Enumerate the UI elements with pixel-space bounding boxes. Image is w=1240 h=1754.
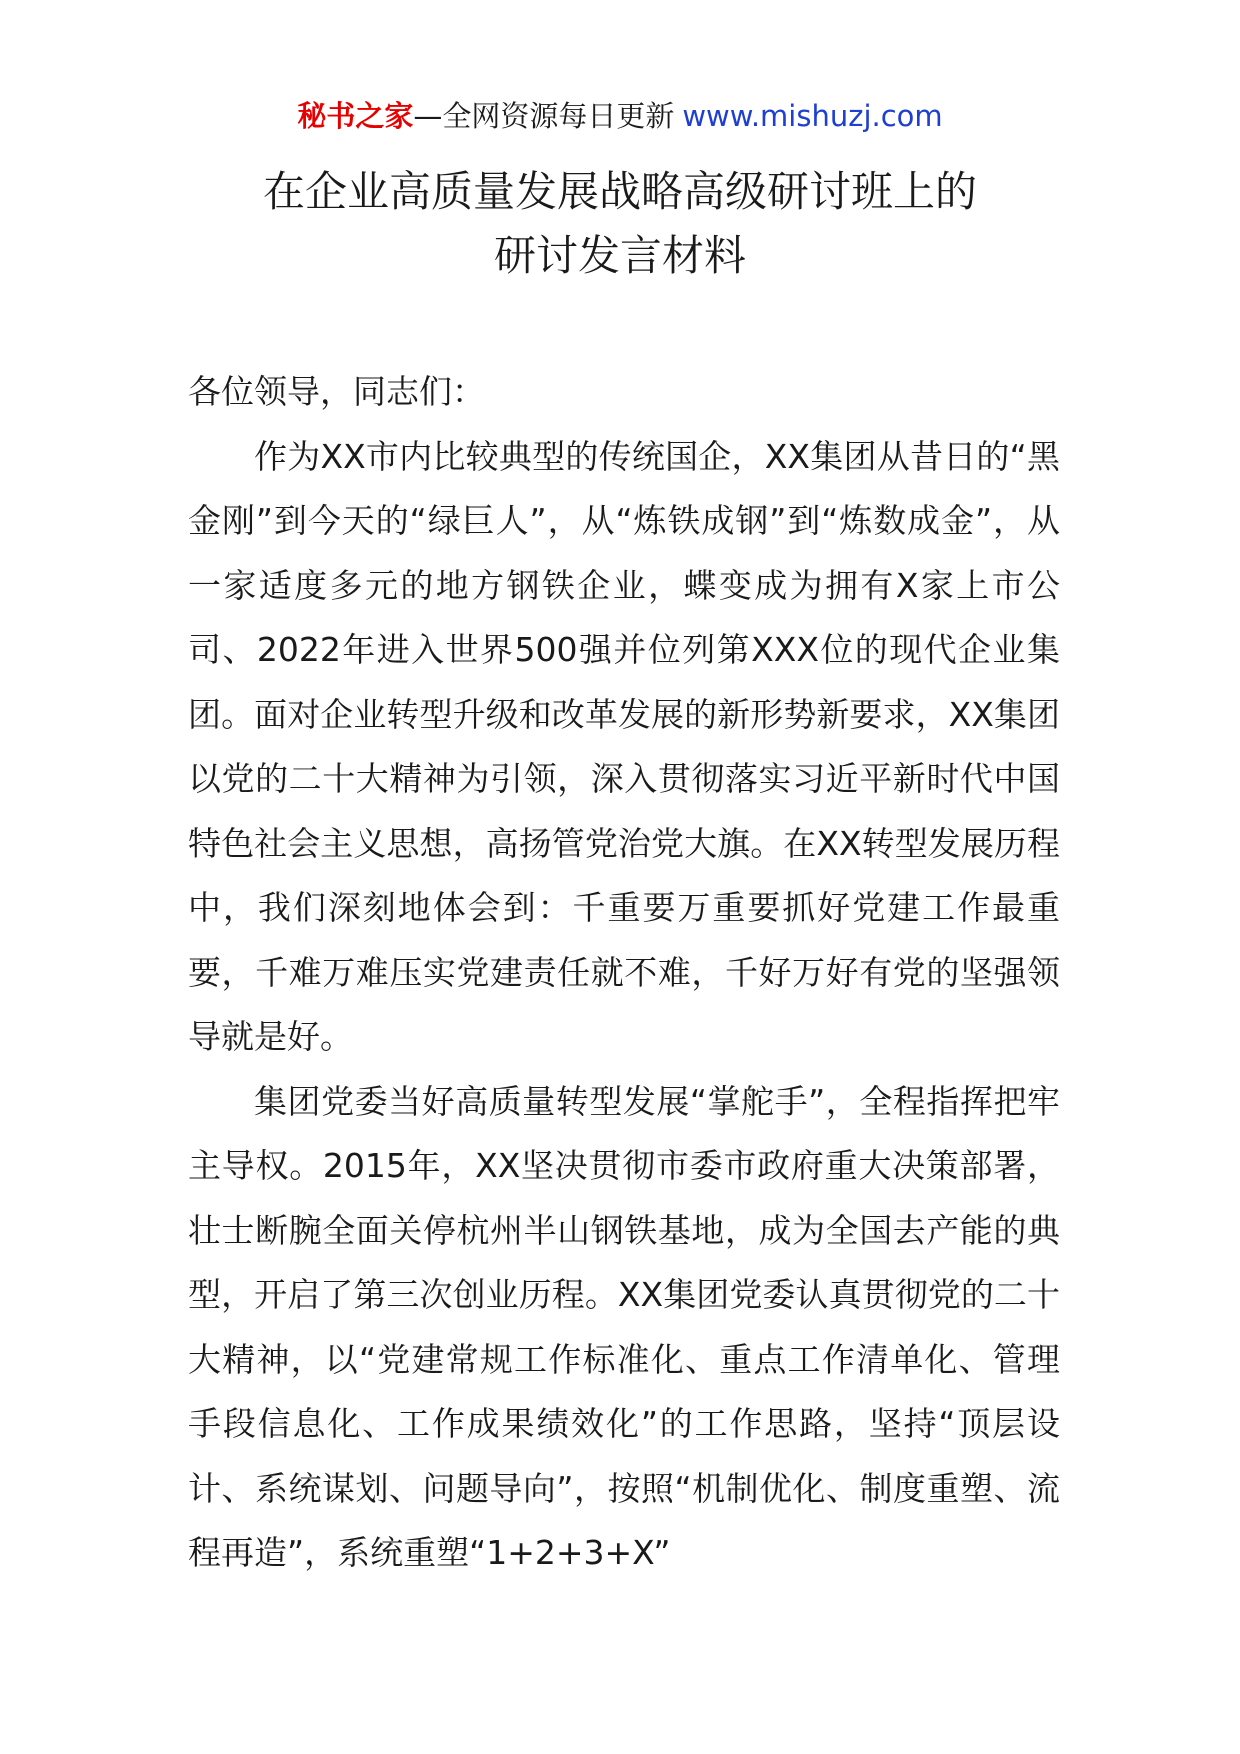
paragraph-1: 作为XX市内比较典型的传统国企，XX集团从昔日的“黑金刚”到今天的“绿巨人”，从“炼铁成钢”到“炼数成金”，从一家适度多元的地方钢铁企业，蝶变成为拥有X家上市公司、2022年进入世界500强并位列第XXX位的现代企业集团。面对企业转型升级和改革发展的新形势新要求，XX集团以党的二十大精神为引领，深入贯彻落实习近平新时代中国特色社会主义思想，高扬管党治党大旗。在XX转型发展历程中，我们深刻地体会到：千重要万重要抓好党建工作最重要，千难万难压实党建责任就不难，千好万好有党的坚强领导就是好。 — [188, 436, 1060, 1056]
website-link[interactable]: www.mishuzj.com — [682, 99, 943, 133]
title-line-1: 在企业高质量发展战略高级研讨班上的 — [262, 167, 977, 216]
site-header — [0, 96, 1240, 136]
brand-name: 秘书之家 — [297, 99, 414, 133]
header-tagline: —全网资源每日更新 — [413, 99, 675, 133]
paragraph-2: 集团党委当好高质量转型发展“掌舵手”，全程指挥把牢主导权。2015年，XX坚决贯彻市委市政府重大决策部署，壮士断腕全面关停杭州半山钢铁基地，成为全国去产能的典型，开启了第三次创业历程。XX集团党委认真贯彻党的二十大精神，以“党建常规工作标准化、重点工作清单化、管理手段信息化、工作成果绩效化”的工作思路，坚持“顶层设计、系统谋划、问题导向”，按照“机制优化、制度重塑、流程再造”，系统重塑“1+2+3+X” — [188, 1081, 1060, 1572]
document-title — [0, 164, 1240, 284]
document-body — [188, 360, 1060, 1586]
title-line-2: 研讨发言材料 — [493, 231, 746, 280]
salutation: 各位领导，同志们： — [188, 372, 485, 411]
